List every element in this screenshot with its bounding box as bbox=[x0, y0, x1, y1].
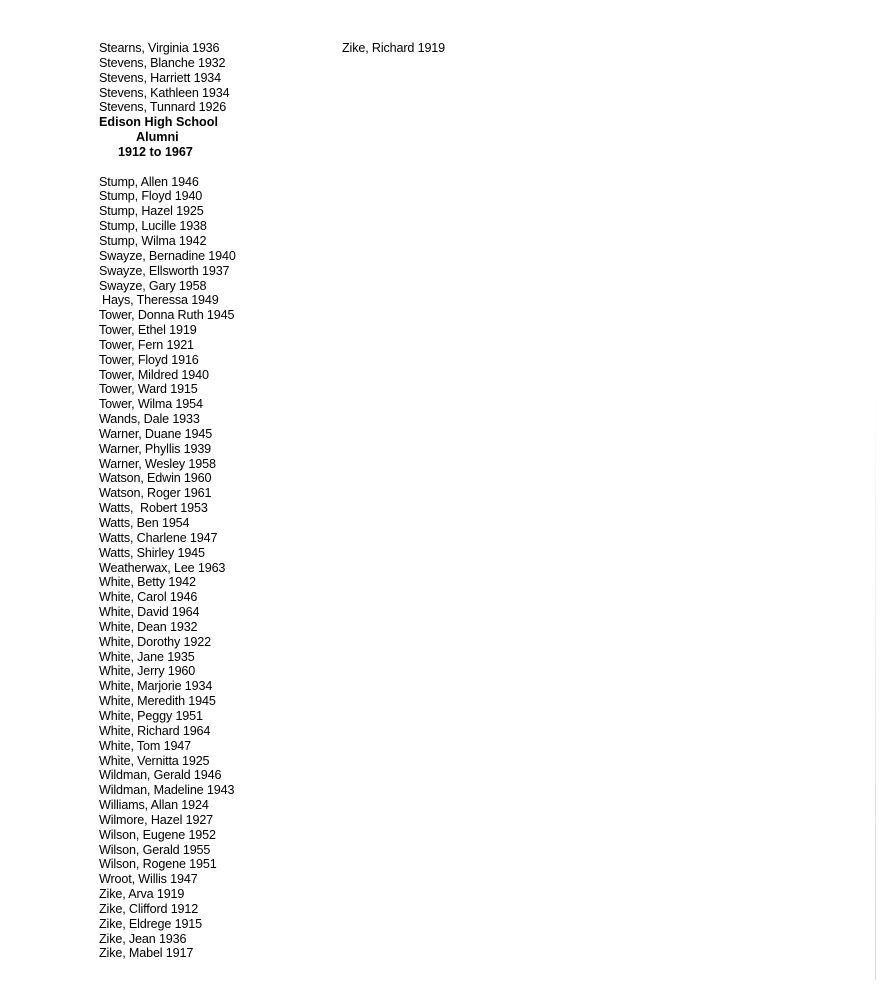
alumni-entry: Watts, Shirley 1945 bbox=[99, 545, 205, 560]
alumni-entry: Wands, Dale 1933 bbox=[99, 412, 200, 427]
alumni-entry: Stevens, Tunnard 1926 bbox=[99, 100, 227, 115]
alumni-entry: Swayze, Ellsworth 1937 bbox=[99, 263, 230, 278]
alumni-entry: Zike, Mabel 1917 bbox=[99, 946, 194, 961]
alumni-entries-list bbox=[99, 175, 329, 962]
alumni-entry: Williams, Allan 1924 bbox=[99, 798, 209, 813]
alumni-entry: Wroot, Willis 1947 bbox=[99, 872, 198, 887]
alumni-entry: Zike, Arva 1919 bbox=[99, 887, 185, 902]
alumni-entry: Tower, Ethel 1919 bbox=[99, 323, 197, 338]
right-column bbox=[342, 41, 542, 56]
alumni-entry: White, Jerry 1960 bbox=[99, 664, 196, 679]
alumni-entry: Watts, Robert 1953 bbox=[99, 501, 208, 516]
alumni-entry: Swayze, Bernadine 1940 bbox=[99, 248, 236, 263]
alumni-entry: Stump, Hazel 1925 bbox=[99, 204, 204, 219]
alumni-entry: Watts, Ben 1954 bbox=[99, 516, 190, 530]
spacer bbox=[99, 160, 329, 175]
alumni-entry: Zike, Eldrege 1915 bbox=[99, 916, 203, 931]
alumni-entry: Tower, Wilma 1954 bbox=[99, 397, 203, 412]
alumni-entry: Stump, Lucille 1938 bbox=[99, 219, 207, 234]
alumni-entry: White, Dean 1932 bbox=[99, 619, 198, 634]
scan-edge-shadow bbox=[875, 380, 876, 980]
right-entries-list bbox=[342, 41, 542, 56]
heading-school-name: Edison High School bbox=[99, 115, 218, 130]
alumni-entry: Zike, Jean 1936 bbox=[99, 931, 187, 946]
alumni-entry: Tower, Fern 1921 bbox=[99, 337, 194, 352]
alumni-entry: White, Dorothy 1922 bbox=[99, 634, 211, 649]
alumni-entry: Zike, Clifford 1912 bbox=[99, 901, 199, 916]
alumni-entry: White, Tom 1947 bbox=[99, 738, 192, 753]
alumni-entry: Warner, Duane 1945 bbox=[99, 426, 213, 441]
alumni-entry: Stump, Floyd 1940 bbox=[99, 189, 203, 204]
alumni-entry: Warner, Phyllis 1939 bbox=[99, 441, 212, 456]
alumni-entry: Stump, Wilma 1942 bbox=[99, 233, 207, 248]
alumni-entry: Wilson, Eugene 1952 bbox=[99, 827, 216, 842]
alumni-entry: Swayze, Gary 1958 bbox=[99, 278, 207, 293]
alumni-entry: Zike, Richard 1919 bbox=[342, 41, 446, 55]
alumni-entry: Hays, Theressa 1949 bbox=[102, 293, 219, 308]
alumni-entry: White, Meredith 1945 bbox=[99, 694, 216, 709]
alumni-entry: White, Peggy 1951 bbox=[99, 708, 203, 723]
alumni-entry: Wilmore, Hazel 1927 bbox=[99, 812, 214, 827]
alumni-entry: Wilson, Gerald 1955 bbox=[99, 842, 211, 857]
alumni-entry: Weatherwax, Lee 1963 bbox=[99, 560, 226, 575]
alumni-entry: Tower, Donna Ruth 1945 bbox=[99, 308, 235, 323]
alumni-entry: Stearns, Virginia 1936 bbox=[99, 41, 220, 55]
alumni-entry: Stump, Allen 1946 bbox=[99, 174, 199, 189]
alumni-entry: White, Jane 1935 bbox=[99, 649, 195, 664]
left-column bbox=[99, 41, 329, 961]
alumni-entry: White, Betty 1942 bbox=[99, 575, 196, 590]
alumni-entry: Stevens, Kathleen 1934 bbox=[99, 85, 230, 100]
alumni-entry: White, Richard 1964 bbox=[99, 723, 211, 738]
alumni-entry: White, Carol 1946 bbox=[99, 590, 198, 605]
alumni-entry: Watts, Charlene 1947 bbox=[99, 530, 218, 545]
alumni-entry: Wildman, Gerald 1946 bbox=[99, 768, 222, 783]
alumni-entry: Watson, Edwin 1960 bbox=[99, 471, 212, 486]
heading-alumni: Alumni bbox=[136, 130, 179, 145]
heading-year-range: 1912 to 1967 bbox=[118, 144, 193, 159]
alumni-entry: Warner, Wesley 1958 bbox=[99, 456, 216, 471]
alumni-entry: White, David 1964 bbox=[99, 605, 200, 620]
alumni-entry: Tower, Mildred 1940 bbox=[99, 367, 209, 382]
alumni-entry: Tower, Floyd 1916 bbox=[99, 352, 199, 367]
top-entries-list bbox=[99, 41, 329, 115]
alumni-entry: White, Marjorie 1934 bbox=[99, 679, 213, 694]
alumni-entry: Wildman, Madeline 1943 bbox=[99, 783, 235, 798]
alumni-entry: Stevens, Harriett 1934 bbox=[99, 70, 222, 85]
alumni-entry: Watson, Roger 1961 bbox=[99, 486, 212, 501]
alumni-entry: Stevens, Blanche 1932 bbox=[99, 55, 226, 70]
alumni-entry: White, Vernitta 1925 bbox=[99, 753, 210, 768]
alumni-entry: Wilson, Rogene 1951 bbox=[99, 857, 217, 872]
alumni-entry: Tower, Ward 1915 bbox=[99, 382, 198, 397]
